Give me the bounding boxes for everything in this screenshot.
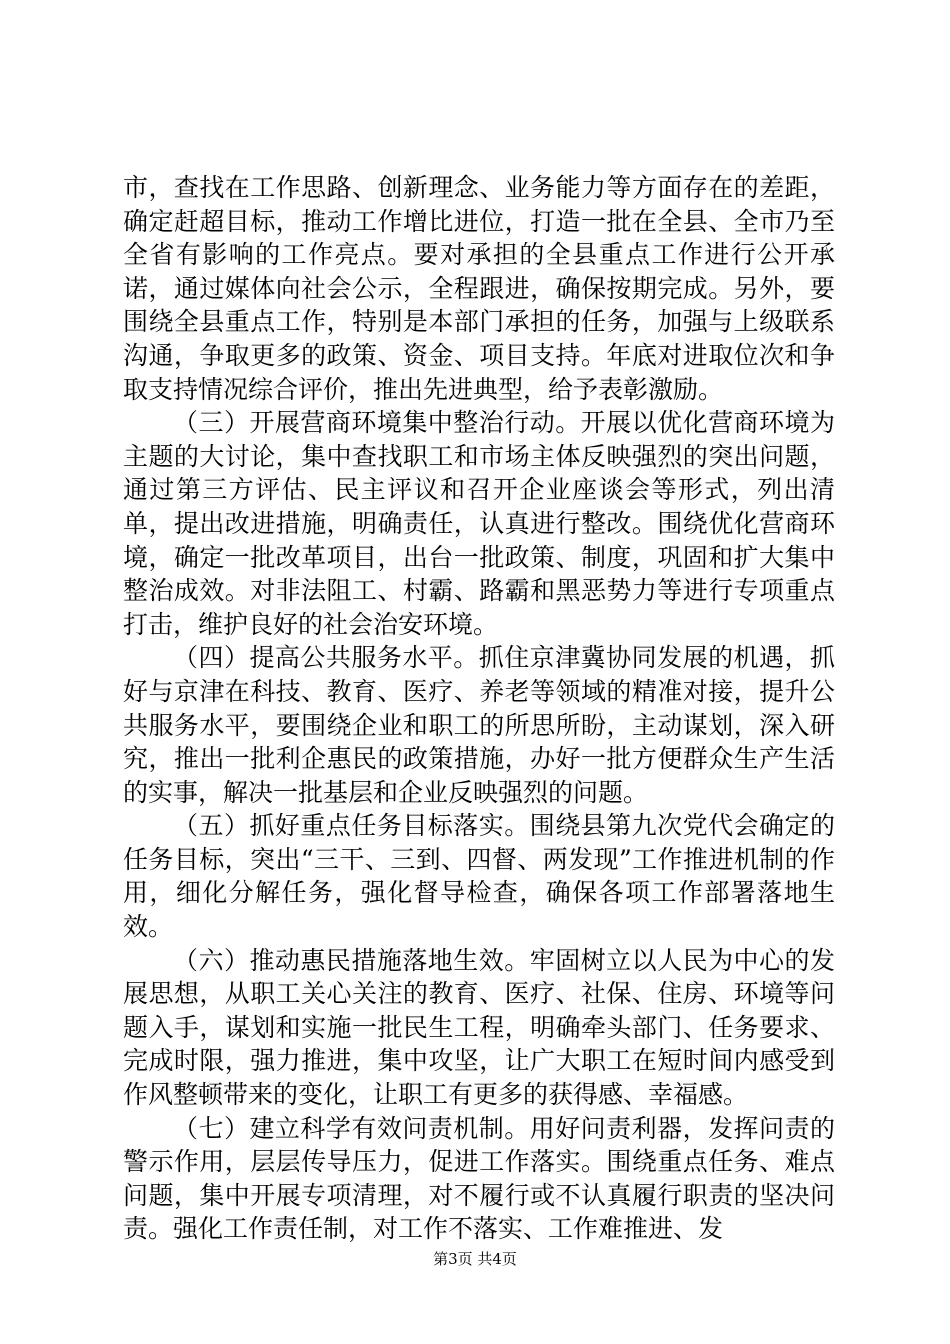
paragraph-section-6: （六）推动惠民措施落地生效。牢固树立以人民为中心的发展思想，从职工关心关注的教育、医疗、社保、住房、环境等问题入手，谋划和实施一批民生工程，明确牵头部门、任务要求、完成时限，强力推进，集中攻坚，让广大职工在短时间内感受到作风整顿带来的变化，让职工有更多的获得感、幸福感。: [123, 945, 835, 1110]
paragraph-section-5: （五）抓好重点任务目标落实。围绕县第九次党代会确定的任务目标，突出“三干、三到、四督、两发现”工作推进机制的作用，细化分解任务，强化督导检查，确保各项工作部署落地生效。: [123, 811, 835, 942]
paragraph-section-3: （三）开展营商环境集中整治行动。开展以优化营商环境为主题的大讨论，集中查找职工和市场主体反映强烈的突出问题，通过第三方评估、民主评议和召开企业座谈会等形式，列出清单，提出改进措施，明确责任，认真进行整改。围绕优化营商环境，确定一批改革项目，出台一批政策、制度，巩固和扩大集中整治成效。对非法阻工、村霸、路霸和黑恶势力等进行专项重点打击，维护良好的社会治安环境。: [123, 408, 835, 639]
paragraph-section-4: （四）提高公共服务水平。抓住京津冀协同发展的机遇，抓好与京津在科技、教育、医疗、养老等领域的精准对接，提升公共服务水平，要围绕企业和职工的所思所盼，主动谋划，深入研究，推出一批利企惠民的政策措施，办好一批方便群众生产生活的实事，解决一批基层和企业反映强烈的问题。: [123, 643, 835, 807]
document-body: [123, 171, 835, 1246]
paragraph-section-7: （七）建立科学有效问责机制。用好问责利器，发挥问责的警示作用，层层传导压力，促进工作落实。围绕重点任务、难点问题，集中开展专项清理，对不履行或不认真履行职责的坚决问责。强化工作责任制，对工作不落实、工作难推进、发: [123, 1113, 835, 1244]
page-footer: 第3页 共4页: [433, 1250, 517, 1268]
paragraph-continued: 市，查找在工作思路、创新理念、业务能力等方面存在的差距，确定赶超目标，推动工作增比进位，打造一批在全县、全市乃至全省有影响的工作亮点。要对承担的全县重点工作进行公开承诺，通过媒体向社会公示，全程跟进，确保按期完成。另外，要围绕全县重点工作，特别是本部门承担的任务，加强与上级联系沟通，争取更多的政策、资金、项目支持。年底对进取位次和争取支持情况综合评价，推出先进典型，给予表彰激励。: [123, 173, 835, 404]
